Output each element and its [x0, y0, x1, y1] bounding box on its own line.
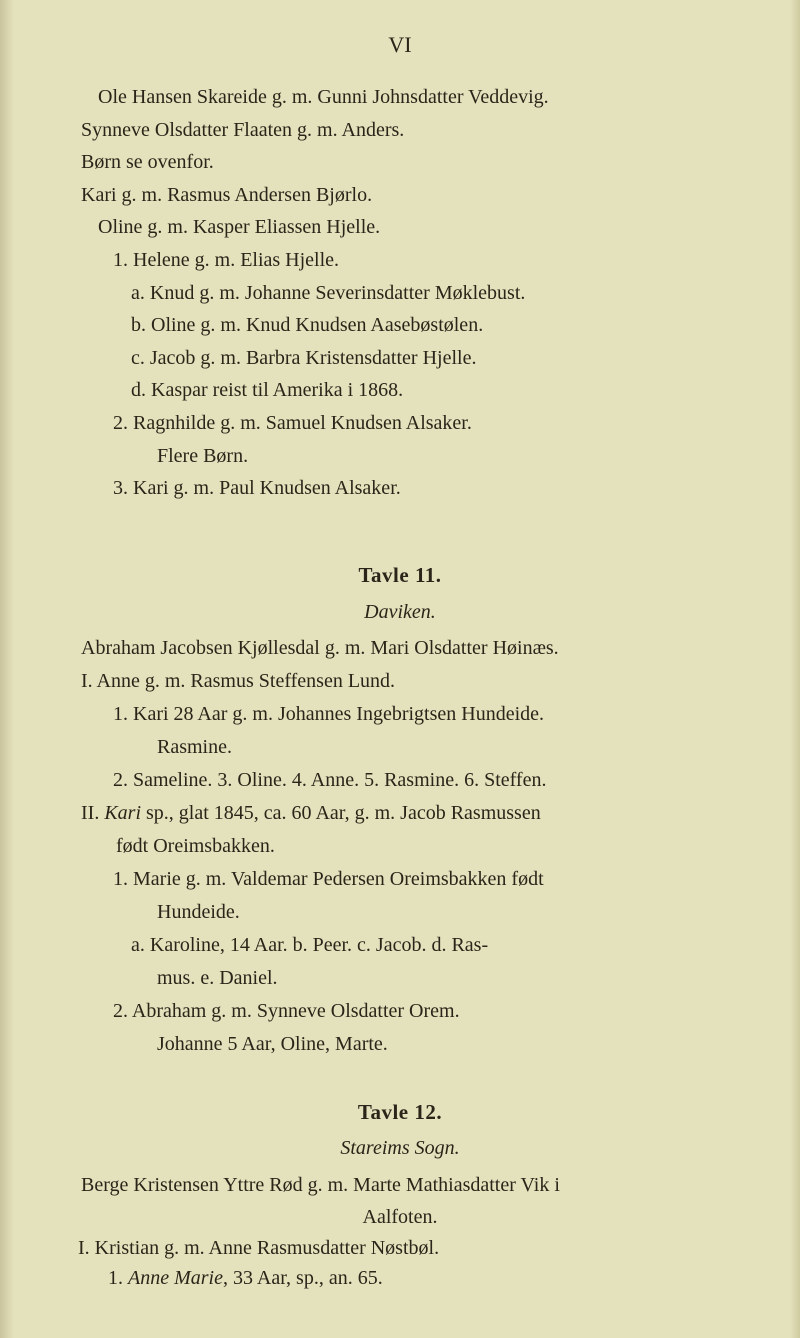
text-line: Berge Kristensen Yttre Rød g. m. Marte Mathiasdatter Vik i [81, 1174, 560, 1196]
text-line: Synneve Olsdatter Flaaten g. m. Anders. [81, 119, 405, 141]
text-line: Oline g. m. Kasper Eliassen Hjelle. [98, 216, 381, 238]
text-line: Hundeide. [157, 901, 240, 923]
text-line: Rasmine. [157, 736, 232, 758]
text-line: a. Knud g. m. Johanne Severinsdatter Møklebust. [131, 282, 526, 304]
text-line: Kari g. m. Rasmus Andersen Bjørlo. [81, 184, 373, 206]
text-line [81, 801, 541, 825]
text-line: 2. Abraham g. m. Synneve Olsdatter Orem. [113, 1000, 460, 1022]
text-span: sp., glat 1845, ca. 60 Aar, g. m. Jacob Rasmussen [146, 802, 541, 824]
text-line: 1. Marie g. m. Valdemar Pedersen Oreimsbakken født [113, 868, 544, 890]
text-line: d. Kaspar reist til Amerika i 1868. [131, 379, 404, 401]
text-line: I. Anne g. m. Rasmus Steffensen Lund. [81, 670, 396, 692]
text-line: I. Kristian g. m. Anne Rasmusdatter Nøstbøl. [78, 1237, 440, 1259]
text-line: 3. Kari g. m. Paul Knudsen Alsaker. [113, 477, 401, 499]
text-line: Johanne 5 Aar, Oline, Marte. [157, 1033, 388, 1055]
text-line [108, 1266, 383, 1290]
text-line: 1. Helene g. m. Elias Hjelle. [113, 249, 340, 271]
text-line: 2. Ragnhilde g. m. Samuel Knudsen Alsaker. [113, 412, 472, 434]
text-line: 2. Sameline. 3. Oline. 4. Anne. 5. Rasmine. 6. Steffen. [113, 769, 547, 791]
section-subheading: Daviken. [364, 601, 436, 623]
text-line: Børn se ovenfor. [81, 151, 214, 173]
list-number: 1. [108, 1267, 123, 1289]
person-name: Kari [104, 802, 142, 824]
text-line: a. Karoline, 14 Aar. b. Peer. c. Jacob. d. Ras- [131, 934, 489, 956]
section-subheading: Stareims Sogn. [340, 1137, 460, 1159]
text-line: c. Jacob g. m. Barbra Kristensdatter Hjelle. [131, 347, 477, 369]
text-line: Abraham Jacobsen Kjøllesdal g. m. Mari Olsdatter Høinæs. [81, 637, 559, 659]
text-line: født Oreimsbakken. [116, 835, 275, 857]
roman-numeral: II. [81, 802, 100, 824]
person-name: Anne Marie [128, 1267, 223, 1289]
text-span: , 33 Aar, sp., an. 65. [222, 1267, 383, 1289]
text-line: 1. Kari 28 Aar g. m. Johannes Ingebrigtsen Hundeide. [113, 703, 545, 725]
text-line: b. Oline g. m. Knud Knudsen Aasebøstølen. [131, 314, 484, 336]
text-line: Aalfoten. [362, 1206, 438, 1228]
section-heading: Tavle 12. [357, 1100, 443, 1124]
section-heading: Tavle 11. [358, 563, 442, 587]
page-number: VI [388, 32, 412, 57]
text-line: mus. e. Daniel. [157, 967, 278, 989]
text-line: Flere Børn. [157, 445, 249, 467]
text-line: Ole Hansen Skareide g. m. Gunni Johnsdatter Veddevig. [98, 86, 549, 108]
